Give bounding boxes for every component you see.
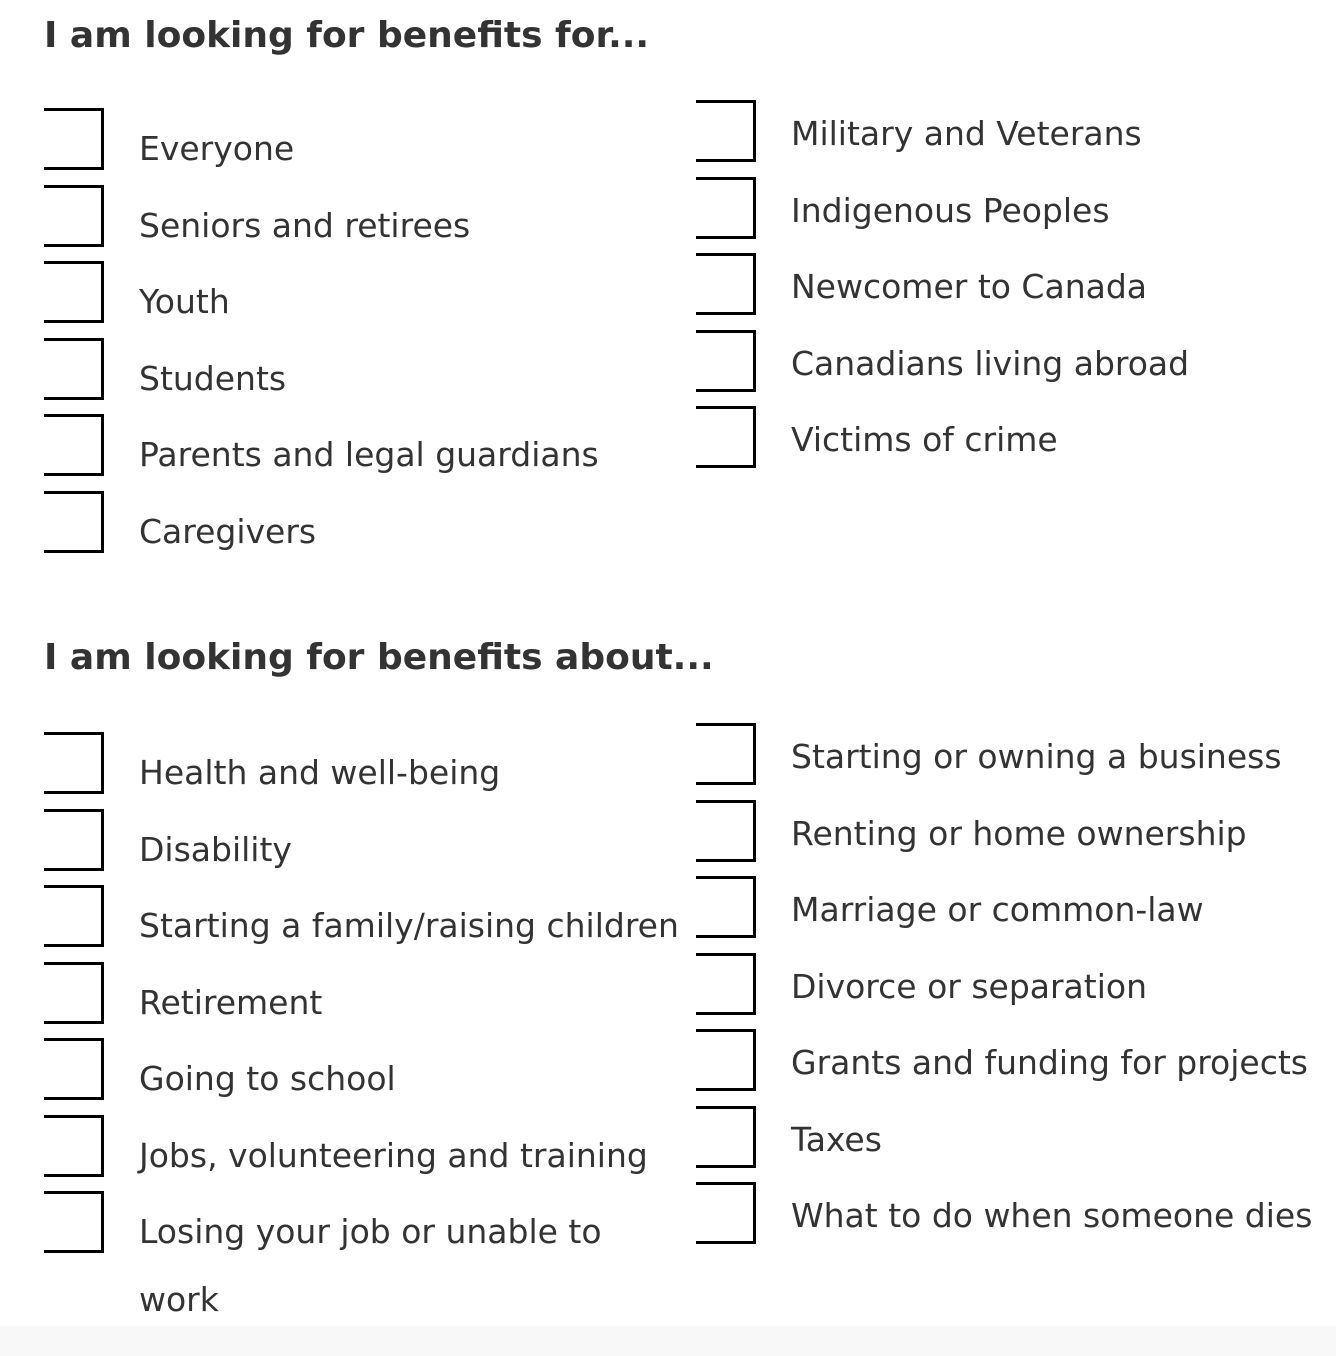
option-canadians-living-abroad[interactable] [696,330,1336,407]
option-label: Everyone [139,129,295,168]
option-label: Newcomer to Canada [791,267,1148,306]
option-label: What to do when someone dies [791,1196,1313,1235]
option-caregivers[interactable] [44,491,684,568]
option-seniors-and-retirees[interactable] [44,185,684,262]
checkbox[interactable] [696,330,756,392]
checkbox[interactable] [696,1029,756,1091]
option-label: Grants and funding for projects [791,1043,1308,1082]
option-jobs-volunteering-training[interactable] [44,1115,684,1192]
option-health-and-well-being[interactable] [44,732,684,809]
option-label: Going to school [139,1059,396,1098]
checkbox[interactable] [696,800,756,862]
option-youth[interactable] [44,261,684,338]
checkbox[interactable] [696,1182,756,1244]
checkbox[interactable] [44,1191,104,1253]
checkbox[interactable] [696,177,756,239]
option-students[interactable] [44,338,684,415]
checkbox[interactable] [44,732,104,794]
checkbox[interactable] [44,108,104,170]
about-right-column [696,723,1336,1259]
option-label: Disability [139,829,292,869]
option-marriage-or-common-law[interactable] [696,876,1336,953]
option-label: Renting or home ownership [791,813,1247,853]
option-everyone[interactable] [44,108,684,185]
option-disability[interactable] [44,809,684,886]
checkbox[interactable] [44,491,104,553]
checkbox[interactable] [44,962,104,1024]
option-label: Canadians living abroad [791,343,1190,383]
option-label: Parents and legal guardians [139,435,599,474]
option-label: Indigenous Peoples [791,190,1110,230]
option-taxes[interactable] [696,1106,1336,1183]
heading-benefits-for: I am looking for benefits for... [44,15,650,56]
option-label: Students [139,358,287,398]
checkbox[interactable] [44,1038,104,1100]
option-grants-and-funding[interactable] [696,1029,1336,1106]
checkbox[interactable] [44,185,104,247]
option-renting-or-home-ownership[interactable] [696,800,1336,877]
about-left-column [44,732,684,1319]
option-divorce-or-separation[interactable] [696,953,1336,1030]
option-label: Seniors and retirees [139,205,471,245]
option-label: Caregivers [139,511,317,551]
option-label: Retirement [139,982,323,1022]
option-label: Starting a family/raising children [139,906,679,945]
checkbox[interactable] [44,1115,104,1177]
checkbox[interactable] [44,261,104,323]
option-military-and-veterans[interactable] [696,100,1336,177]
option-label: Starting or owning a business [791,737,1282,776]
option-starting-a-family[interactable] [44,885,684,962]
option-label: Health and well-being [139,753,501,792]
checkbox[interactable] [44,338,104,400]
checkbox[interactable] [44,414,104,476]
option-newcomer-to-canada[interactable] [696,253,1336,330]
option-label: Youth [139,282,230,321]
option-indigenous-peoples[interactable] [696,177,1336,254]
option-label: Victims of crime [791,420,1058,459]
checkbox[interactable] [696,953,756,1015]
checkbox[interactable] [44,885,104,947]
option-starting-or-owning-a-business[interactable] [696,723,1336,800]
checkbox[interactable] [696,406,756,468]
option-parents-and-legal-guardians[interactable] [44,414,684,491]
checkbox[interactable] [696,1106,756,1168]
option-label: Divorce or separation [791,966,1147,1006]
checkbox[interactable] [44,809,104,871]
option-when-someone-dies[interactable] [696,1182,1336,1259]
option-label: Losing your job or unable to work [139,1212,602,1319]
option-label: Taxes [791,1119,882,1159]
for-right-column [696,100,1336,483]
checkbox[interactable] [696,100,756,162]
option-label: Marriage or common-law [791,890,1204,929]
option-losing-your-job[interactable] [44,1191,684,1319]
heading-benefits-about: I am looking for benefits about... [44,637,714,678]
option-label: Jobs, volunteering and training [139,1135,648,1175]
option-going-to-school[interactable] [44,1038,684,1115]
option-victims-of-crime[interactable] [696,406,1336,483]
option-retirement[interactable] [44,962,684,1039]
for-left-column [44,108,684,567]
checkbox[interactable] [696,876,756,938]
checkbox[interactable] [696,253,756,315]
checkbox[interactable] [696,723,756,785]
option-label: Military and Veterans [791,114,1142,153]
